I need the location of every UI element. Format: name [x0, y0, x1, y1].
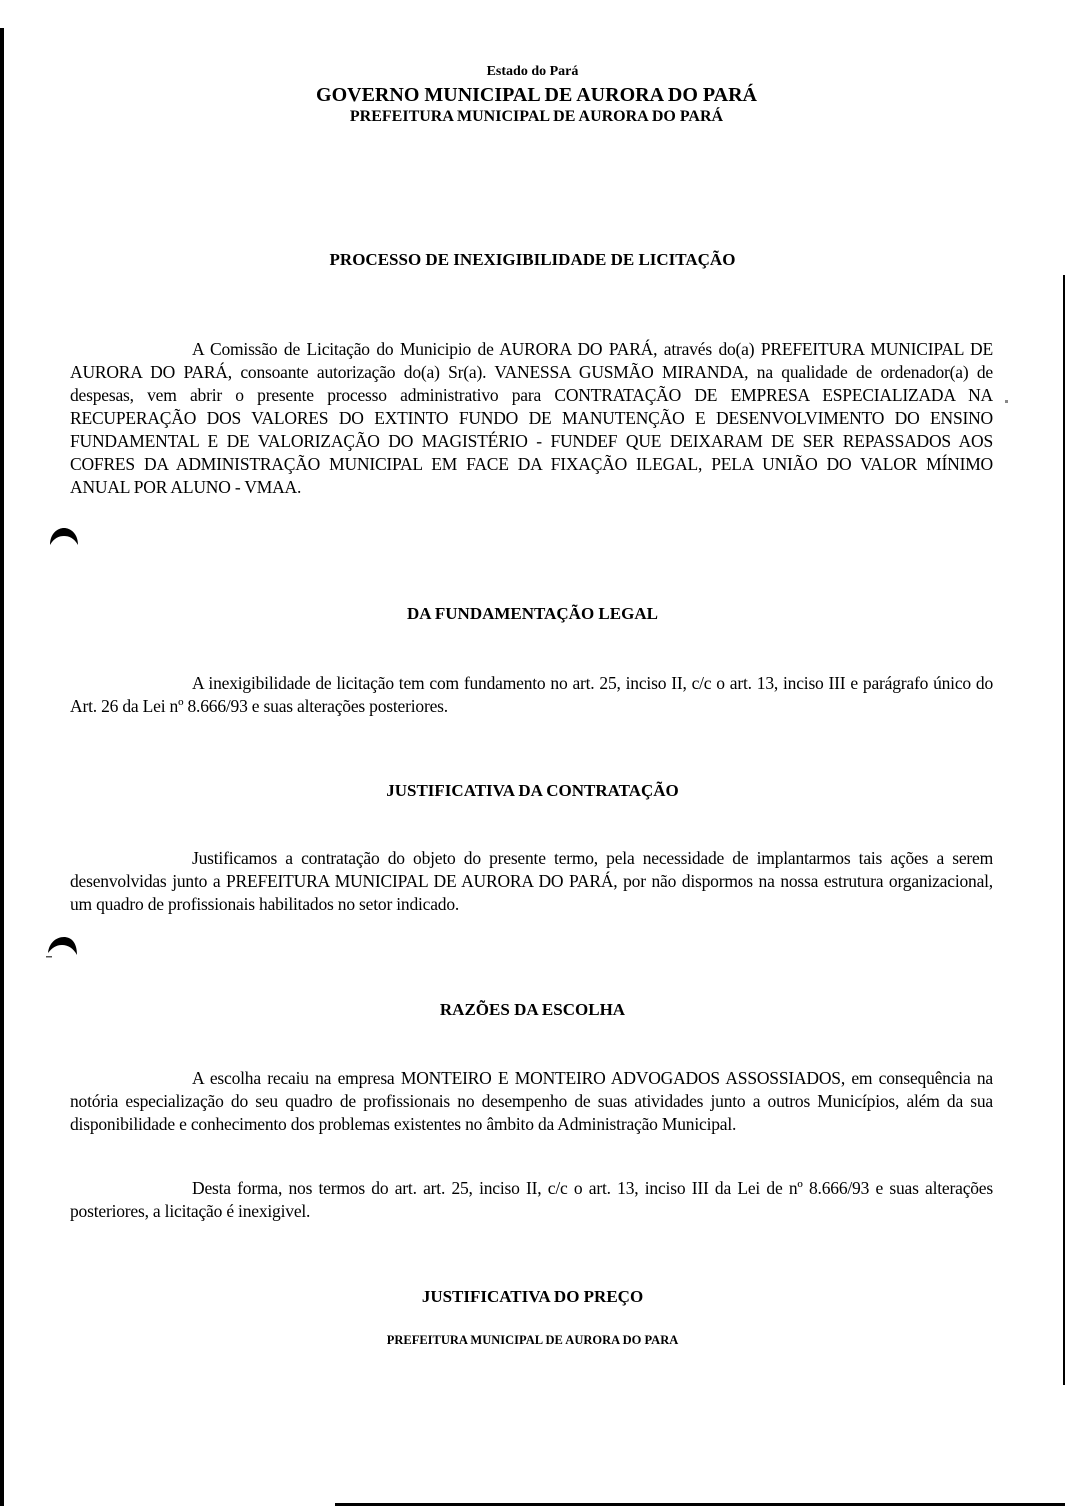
- section-title-choice-reasons: RAZÕES DA ESCOLHA: [439, 1000, 626, 1019]
- hiring-justification-paragraph: [70, 847, 993, 916]
- intro-paragraph: [70, 338, 993, 499]
- section-title-price-justification: JUSTIFICATIVA DO PREÇO: [421, 1287, 644, 1306]
- choice-reasons-paragraph-2: [70, 1177, 993, 1223]
- legal-basis-text: A inexigibilidade de licitação tem com fundamento no art. 25, inciso II, c/c o art. 13, inciso III e parágrafo único do Art. 26 da Lei nº 8.666/93 e suas alterações posteriores.: [70, 673, 993, 716]
- hiring-justification-text: Justificamos a contratação do objeto do presente termo, pela necessidade de implantarmos tais ações a serem desenvolvidas junto a PREFEITURA MUNICIPAL DE AURORA DO PARÁ, por não dispormos na nossa estrutura organizacional, um quadro de profissionais habilitados no setor indicado.: [70, 848, 993, 914]
- choice-reasons-text-2: Desta forma, nos termos do art. art. 25, inciso II, c/c o art. 13, inciso III da Lei de nº 8.666/93 e suas alterações posteriores, a licitação é inexigivel.: [70, 1178, 993, 1221]
- choice-reasons-text-1: A escolha recaiu na empresa MONTEIRO E MONTEIRO ADVOGADOS ASSOSSIADOS, em consequência na notória especialização do seu quadro de profissionais no desempenho de suas atividades junto a outros Municípios, além da sua disponibilidade e conhecimento dos problemas existentes no âmbito da Administração Municipal.: [70, 1068, 993, 1134]
- punch-hole-upper: [48, 527, 78, 545]
- section-title-hiring-justification: JUSTIFICATIVA DA CONTRATAÇÃO: [386, 781, 679, 800]
- choice-reasons-paragraph-1: [70, 1067, 993, 1136]
- punch-hole-lower: [46, 935, 76, 953]
- document-title: PROCESSO DE INEXIGIBILIDADE DE LICITAÇÃO: [329, 250, 736, 269]
- section-title-legal-basis: DA FUNDAMENTAÇÃO LEGAL: [407, 604, 658, 623]
- intro-paragraph-text: A Comissão de Licitação do Municipio de AURORA DO PARÁ, através do(a) PREFEITURA MUNICIPAL DE AURORA DO PARÁ, consoante autorização do(a) Sr(a). VANESSA GUSMÃO MIRANDA, na qualidade de ordenador(a) de despesas, vem abrir o presente processo administrativo para CONTRATAÇÃO DE EMPRESA ESPECIALIZADA NA RECUPERAÇÃO DOS VALORES DO EXTINTO FUNDO DE MANUTENÇÃO E DESENVOLVIMENTO DO ENSINO FUNDAMENTAL E DE VALORIZAÇÃO DO MAGISTÉRIO - FUNDEF QUE DEIXARAM DE SER REPASSADOS AOS COFRES DA ADMINISTRAÇÃO MUNICIPAL EM FACE DA FIXAÇÃO ILEGAL, PELA UNIÃO DO VALOR MÍNIMO ANUAL POR ALUNO - VMAA.: [70, 339, 993, 497]
- header-prefecture: PREFEITURA MUNICIPAL DE AURORA DO PARÁ: [349, 108, 724, 125]
- legal-basis-paragraph: [70, 672, 993, 718]
- header-state: Estado do Pará: [486, 64, 579, 79]
- price-justification-org: PREFEITURA MUNICIPAL DE AURORA DO PARA: [386, 1333, 679, 1347]
- header-government: GOVERNO MUNICIPAL DE AURORA DO PARÁ: [316, 84, 757, 106]
- scan-speck: [1005, 400, 1008, 403]
